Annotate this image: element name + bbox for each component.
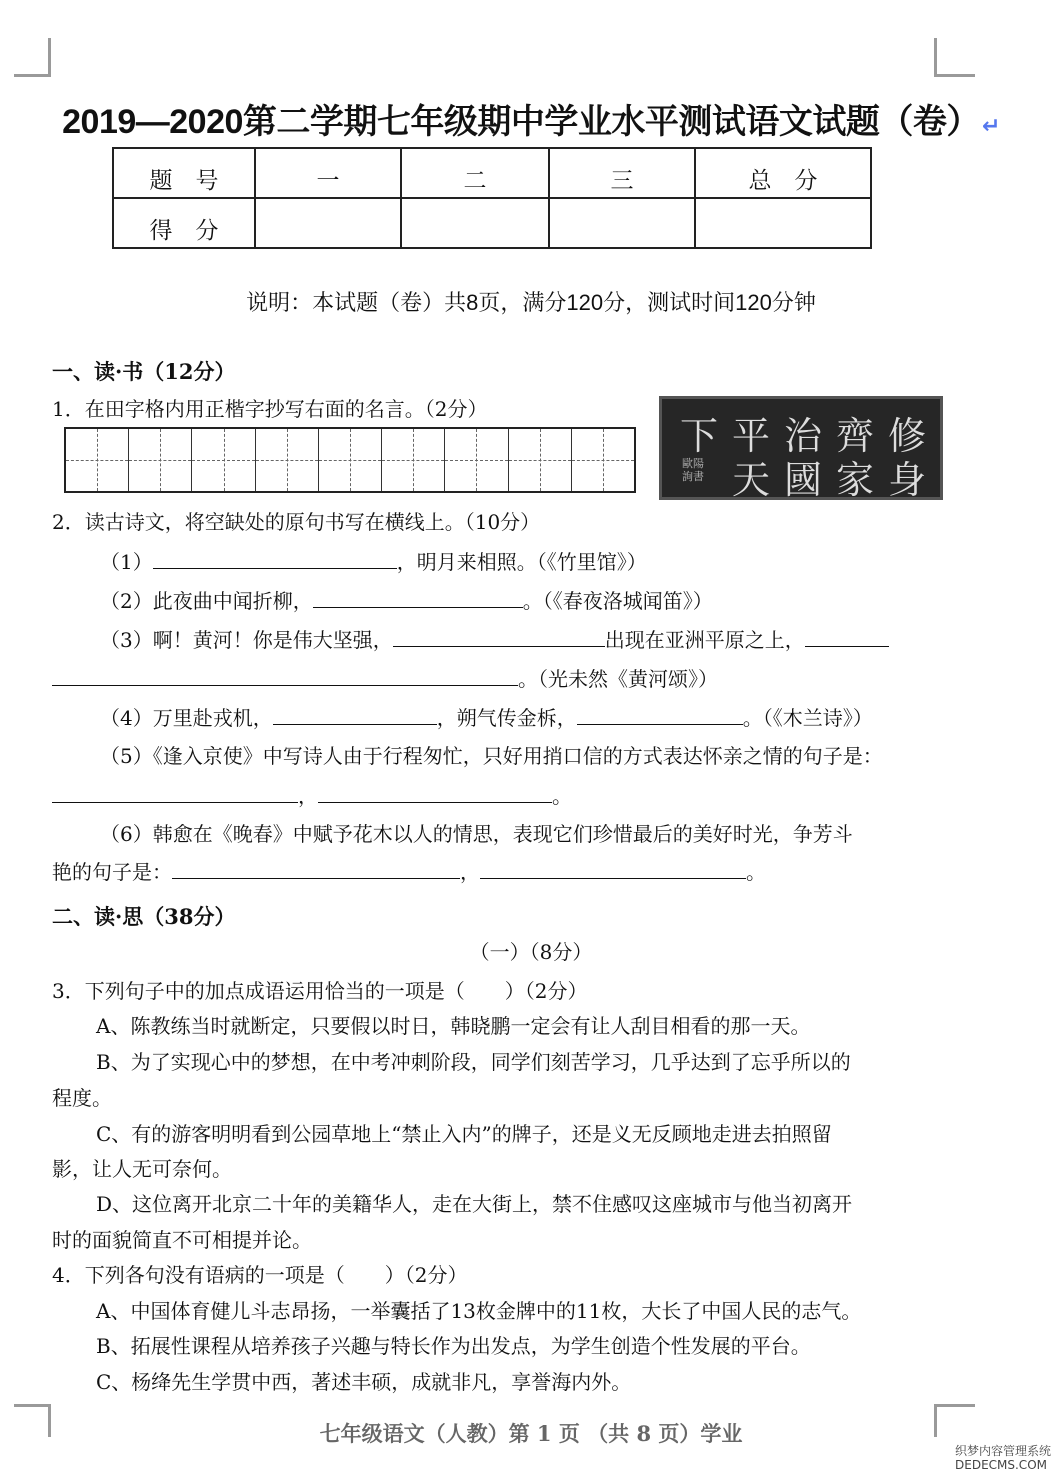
- section-1-title: 一、读·书（12分）: [52, 359, 236, 384]
- calligraphy-char: 天: [732, 458, 771, 502]
- question-1: 1．在田字格内用正楷字抄写右面的名言。（2分）: [52, 397, 488, 421]
- calligraphy-seal: 歐陽詢書: [682, 457, 704, 483]
- question-2: 2．读古诗文，将空缺处的原句书写在横线上。（10分）: [52, 510, 541, 534]
- question-2-1: （1） ，明月来相照。（《竹里馆》）: [100, 550, 647, 574]
- score-table: [112, 147, 872, 249]
- page-footer: 七年级语文（人教）第 1 页 （共 8 页）学业: [319, 1421, 743, 1446]
- calligraphy-char: 修: [888, 414, 927, 458]
- question-4: 4．下列各句没有语病的一项是（ ）（2分）: [52, 1263, 468, 1287]
- answer-blank[interactable]: [393, 626, 605, 647]
- score-input-cell[interactable]: [549, 198, 695, 248]
- page-title: 2019—2020第二学期七年级期中学业水平测试语文试题（卷）↵: [62, 103, 1000, 141]
- score-header-cell: 题 号: [113, 148, 255, 198]
- question-3-option-d-cont: 时的面貌简直不可相提并论。: [52, 1228, 312, 1252]
- score-input-cell[interactable]: [255, 198, 401, 248]
- calligraphy-char: 治: [784, 414, 823, 458]
- score-input-cell[interactable]: [401, 198, 549, 248]
- answer-blank[interactable]: [318, 782, 552, 803]
- calligraphy-char: 平: [732, 414, 771, 458]
- answer-blank[interactable]: [52, 782, 298, 803]
- question-3-option-c: C、有的游客明明看到公园草地上“禁止入内”的牌子，还是义无反顾地走进去拍照留: [96, 1122, 832, 1146]
- calligraphy-char: 國: [784, 458, 823, 502]
- instructions-note: 说明：本试题（卷）共8页，满分120分，测试时间120分钟: [246, 290, 816, 315]
- question-3-option-b: B、为了实现心中的梦想，在中考冲刺阶段，同学们刻苦学习，几乎达到了忘乎所以的: [96, 1050, 851, 1074]
- answer-blank[interactable]: [153, 548, 397, 569]
- score-header-cell: 总 分: [695, 148, 871, 198]
- crop-mark: [14, 38, 51, 77]
- question-3-option-d: D、这位离开北京二十年的美籍华人，走在大街上，禁不住感叹这座城市与他当初离开: [96, 1192, 853, 1216]
- question-3: 3．下列句子中的加点成语运用恰当的一项是（ ）（2分）: [52, 979, 588, 1003]
- question-3-option-b-cont: 程度。: [52, 1086, 112, 1110]
- score-header-cell: 三: [549, 148, 695, 198]
- answer-blank[interactable]: [172, 858, 460, 879]
- subsection-title: （一）（8分）: [469, 940, 593, 964]
- calligraphy-char: 家: [836, 458, 875, 502]
- question-3-option-c-cont: 影，让人无可奈何。: [52, 1157, 232, 1181]
- question-2-6: （6）韩愈在《晚春》中赋予花木以人的情思，表现它们珍惜最后的美好时光，争芳斗: [100, 822, 853, 846]
- score-row-label: 得 分: [113, 198, 255, 248]
- question-2-2: （2）此夜曲中闻折柳， 。（《春夜洛城闻笛》）: [100, 589, 713, 613]
- question-2-5-answer: ， 。: [52, 782, 572, 810]
- calligraphy-char: 身: [888, 458, 927, 502]
- answer-blank[interactable]: [313, 587, 523, 608]
- question-2-3: （3）啊！黄河！你是伟大坚强， 出现在亚洲平原之上，: [100, 626, 889, 654]
- question-2-5: （5）《逢入京使》中写诗人由于行程匆忙，只好用捎口信的方式表达怀亲之情的句子是：: [100, 744, 883, 768]
- tianzige-grid[interactable]: [64, 427, 636, 493]
- score-header-cell: 一: [255, 148, 401, 198]
- calligraphy-char: 下: [680, 414, 719, 458]
- score-header-cell: 二: [401, 148, 549, 198]
- answer-blank[interactable]: [480, 858, 746, 879]
- watermark: 织梦内容管理系统 DEDECMS.COM: [955, 1444, 1052, 1472]
- question-2-6-answer: 艳的句子是： ， 。: [52, 860, 766, 884]
- answer-blank[interactable]: [805, 626, 889, 647]
- section-2-title: 二、读·思（38分）: [52, 904, 236, 929]
- question-3-option-a: A、陈教练当时就断定，只要假以时日，韩晓鹏一定会有让人刮目相看的那一天。: [96, 1014, 811, 1038]
- question-2-3-cont: 。（光未然《黄河颂》）: [52, 665, 718, 693]
- calligraphy-char: 齊: [836, 414, 875, 458]
- question-4-option-b: B、拓展性课程从培养孩子兴趣与特长作为出发点，为学生创造个性发展的平台。: [96, 1334, 811, 1358]
- answer-blank[interactable]: [52, 665, 518, 686]
- question-2-4: （4）万里赴戎机， ，朔气传金柝， 。（《木兰诗》）: [100, 706, 873, 730]
- crop-mark: [934, 38, 975, 77]
- question-4-option-a: A、中国体育健儿斗志昂扬，一举囊括了13枚金牌中的11枚，大长了中国人民的志气。: [96, 1299, 862, 1323]
- answer-blank[interactable]: [273, 704, 437, 725]
- answer-blank[interactable]: [577, 704, 743, 725]
- score-input-cell[interactable]: [695, 198, 871, 248]
- calligraphy-image: [659, 396, 943, 500]
- question-4-option-c: C、杨绛先生学贯中西，著述丰硕，成就非凡，享誉海内外。: [96, 1370, 632, 1394]
